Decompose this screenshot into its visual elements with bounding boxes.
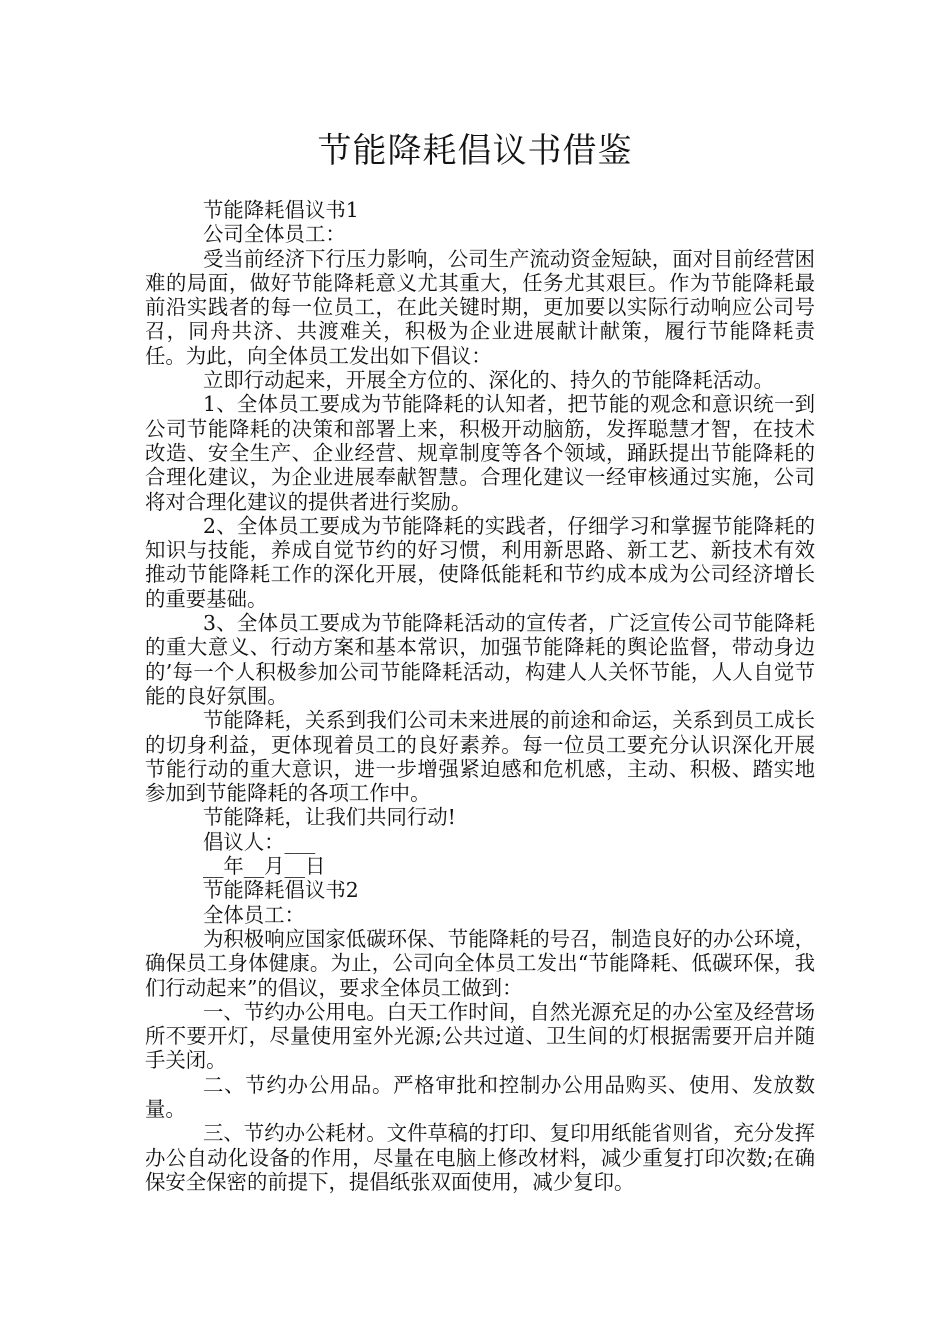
- paragraph: 节能降耗，关系到我们公司未来进展的前途和命运，关系到员工成长的切身利益，更体现着员工的良好素养。每一位员工要充分认识深化开展节能行动的重大意识，进一步增强紧迫感和危机感，主动、积极、踏实地参加到节能降耗的各项工作中。: [145, 708, 815, 806]
- paragraph: 三、节约办公耗材。文件草稿的打印、复印用纸能省则省，充分发挥办公自动化设备的作用，尽量在电脑上修改材料，减少重复打印次数;在确保安全保密的前提下，提倡纸张双面使用，减少复印。: [145, 1121, 815, 1194]
- paragraph: 节能降耗，让我们共同行动!: [203, 805, 456, 830]
- paragraph: 二、节约办公用品。严格审批和控制办公用品购买、使用、发放数量。: [145, 1072, 815, 1121]
- paragraph: 公司全体员工：: [203, 222, 346, 247]
- document-body: [145, 198, 815, 1194]
- paragraph: 全体员工：: [203, 902, 305, 927]
- paragraph: 一、节约办公用电。白天工作时间，自然光源充足的办公室及经营场所不要开灯，尽量使用室外光源;公共过道、卫生间的灯根据需要开启并随手关闭。: [145, 999, 815, 1073]
- paragraph: 1、全体员工要成为节能降耗的认知者，把节能的观念和意识统一到公司节能降耗的决策和部署上来，积极开动脑筋，发挥聪慧才智，在技术改造、安全生产、企业经营、规章制度等各个领域，踊跃提出节能降耗的合理化建议，为企业进展奉献智慧。合理化建议一经审核通过实施，公司将对合理化建议的提供者进行奖励。: [145, 392, 815, 514]
- paragraph: __年__月__日: [203, 854, 326, 879]
- document-title: 节能降耗倡议书借鉴: [317, 131, 633, 171]
- paragraph: 节能降耗倡议书2: [203, 878, 359, 903]
- paragraph: 受当前经济下行压力影响，公司生产流动资金短缺，面对目前经营困难的局面，做好节能降耗意义尤其重大，任务尤其艰巨。作为节能降耗最前沿实践者的每一位员工，在此关键时期，更加要以实际行动响应公司号召，同舟共济、共渡难关，积极为企业进展献计献策，履行节能降耗责任。为此，向全体员工发出如下倡议：: [145, 246, 815, 368]
- paragraph: 节能降耗倡议书1: [203, 198, 359, 222]
- paragraph: 立即行动起来，开展全方位的、深化的、持久的节能降耗活动。: [203, 368, 774, 393]
- paragraph: 为积极响应国家低碳环保、节能降耗的号召，制造良好的办公环境，确保员工身体健康。为止，公司向全体员工发出“节能降耗、低碳环保，我们行动起来”的倡议，要求全体员工做到：: [145, 926, 815, 1000]
- paragraph: 3、全体员工要成为节能降耗活动的宣传者，广泛宣传公司节能降耗的重大意义、行动方案和基本常识，加强节能降耗的舆论监督，带动身边的’每一个人积极参加公司节能降耗活动，构建人人关怀节能，人人自觉节能的良好氛围。: [145, 611, 815, 708]
- paragraph: 倡议人：___: [203, 829, 316, 854]
- paragraph: 2、全体员工要成为节能降耗的实践者，仔细学习和掌握节能降耗的知识与技能，养成自觉节约的好习惯，利用新思路、新工艺、新技术有效推动节能降耗工作的深化开展，使降低能耗和节约成本成为公司经济增长的重要基础。: [145, 513, 815, 611]
